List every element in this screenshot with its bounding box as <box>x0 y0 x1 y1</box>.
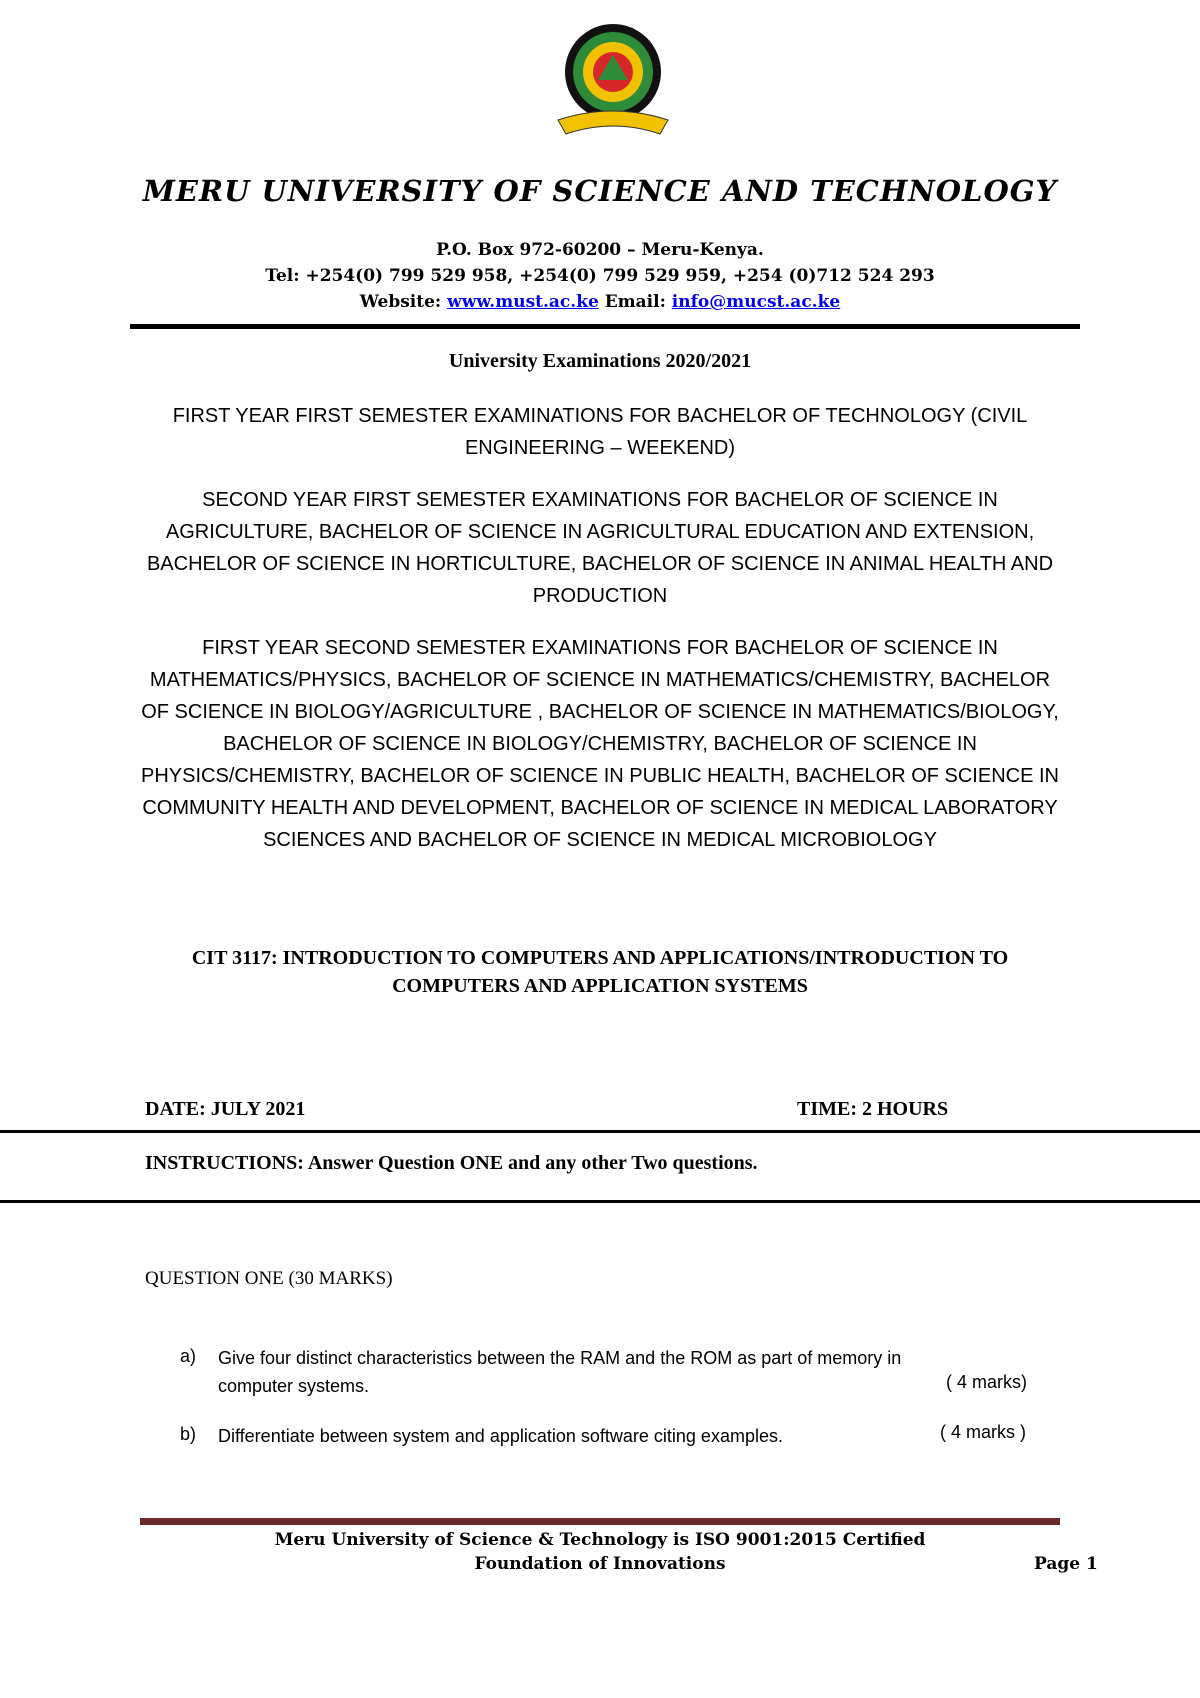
instructions-divider-bottom <box>0 1200 1200 1203</box>
page-number: Page 1 <box>1034 1554 1098 1574</box>
question-a-label: a) <box>180 1346 197 1366</box>
programme-paragraph-2: SECOND YEAR FIRST SEMESTER EXAMINATIONS FOR BACHELOR OF SCIENCE IN AGRICULTURE, BACHELOR OF SCIENCE IN AGRICULTURAL EDUCATION AND EXTENSION, BACHELOR OF SCIENCE IN HORTICULTURE, BACHELOR OF SCIENCE IN ANIMAL HEALTH AND PRODUCTION <box>146 489 1054 607</box>
exam-time: TIME: 2 HOURS <box>797 1098 949 1120</box>
instructions-divider-top <box>0 1130 1200 1133</box>
question-b-text: Differentiate between system and application software citing examples. <box>218 1426 783 1446</box>
footer-certification: Meru University of Science & Technology is ISO 9001:2015 Certified <box>274 1530 926 1550</box>
question-a-text: Give four distinct characteristics between the RAM and the ROM as part of memory in computer systems. <box>218 1348 902 1396</box>
question-one-title: QUESTION ONE (30 MARKS) <box>145 1268 393 1289</box>
university-logo <box>548 20 678 140</box>
email-link[interactable]: info@mucst.ac.ke <box>671 292 841 312</box>
footer-divider <box>140 1518 1060 1525</box>
telephone-numbers: Tel: +254(0) 799 529 958, +254(0) 799 529 959, +254 (0)712 524 293 <box>265 266 935 286</box>
contact-line <box>0 292 1200 312</box>
exam-instructions: INSTRUCTIONS: Answer Question ONE and any other Two questions. <box>145 1152 758 1174</box>
programme-paragraph-3: FIRST YEAR SECOND SEMESTER EXAMINATIONS FOR BACHELOR OF SCIENCE IN MATHEMATICS/PHYSICS, BACHELOR OF SCIENCE IN MATHEMATICS/CHEMISTRY, BACHELOR OF SCIENCE IN BIOLOGY/AGRICULTURE , BACHELOR OF SCIENCE IN MATHEMATICS/BIOLOGY, BACHELOR OF SCIENCE IN BIOLOGY/CHEMISTRY, BACHELOR OF SCIENCE IN PHYSICS/CHEMISTRY, BACHELOR OF SCIENCE IN PUBLIC HEALTH, BACHELOR OF SCIENCE IN COMMUNITY HEALTH AND DEVELOPMENT, BACHELOR OF SCIENCE IN MEDICAL LABORATORY SCIENCES AND BACHELOR OF SCIENCE IN MEDICAL MICROBIOLOGY <box>141 637 1059 851</box>
email-label: Email: <box>604 292 666 312</box>
header-divider <box>130 324 1080 329</box>
exam-date: DATE: JULY 2021 <box>145 1098 306 1120</box>
footer-motto: Foundation of Innovations <box>474 1554 726 1574</box>
exam-year-title: University Examinations 2020/2021 <box>448 350 752 372</box>
website-link[interactable]: www.must.ac.ke <box>447 292 599 312</box>
postal-address: P.O. Box 972-60200 – Meru-Kenya. <box>436 240 764 260</box>
question-a-marks: ( 4 marks) <box>946 1372 1027 1392</box>
website-label: Website: <box>359 292 442 312</box>
course-title: CIT 3117: INTRODUCTION TO COMPUTERS AND APPLICATIONS/INTRODUCTION TO COMPUTERS AND APPLICATION SYSTEMS <box>191 947 1009 997</box>
programme-paragraph-1: FIRST YEAR FIRST SEMESTER EXAMINATIONS FOR BACHELOR OF TECHNOLOGY (CIVIL ENGINEERING – WEEKEND) <box>172 405 1028 459</box>
question-b-label: b) <box>180 1424 197 1444</box>
university-name: MERU UNIVERSITY OF SCIENCE AND TECHNOLOGY <box>142 174 1058 208</box>
question-b-marks: ( 4 marks ) <box>940 1422 1027 1442</box>
